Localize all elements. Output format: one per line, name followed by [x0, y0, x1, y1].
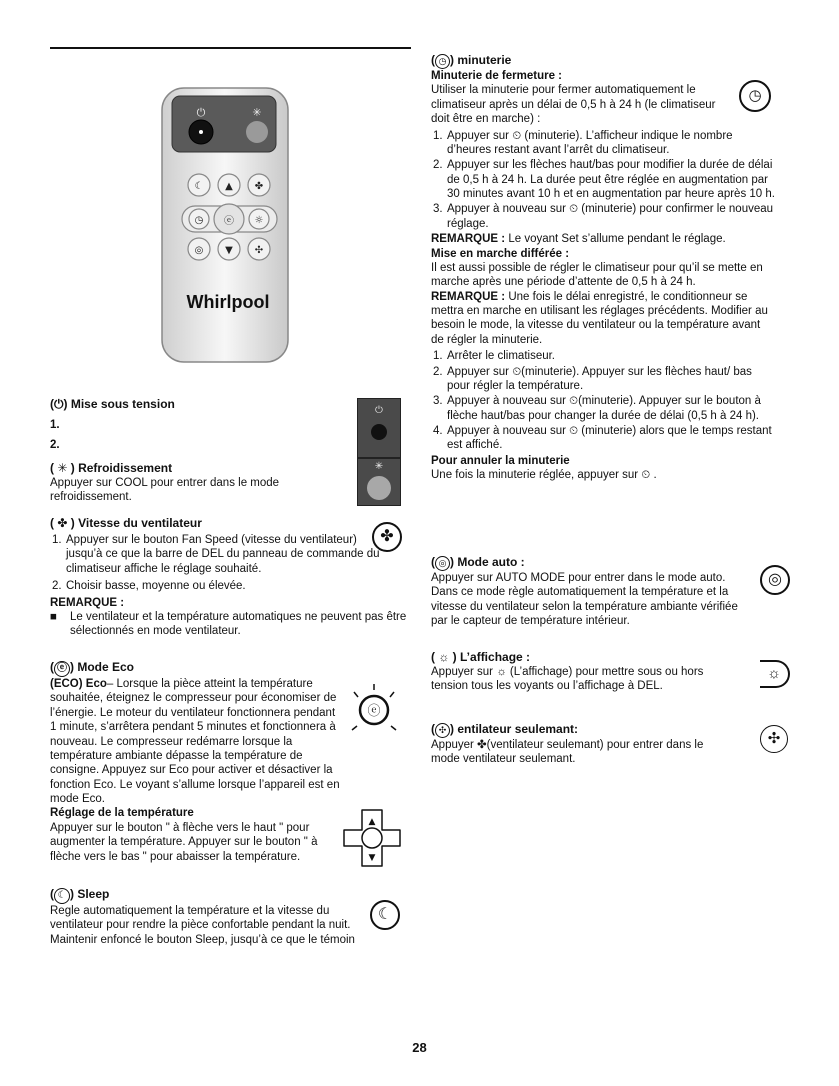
svg-text:ⓔ: ⓔ — [224, 216, 234, 227]
fan-only-icon: ✣ — [435, 723, 450, 738]
section-cool: ( ✳ ) Refroidissement Appuyer sur COOL pour entrer dans le mode refroidissement. — [50, 461, 280, 504]
snowflake-icon: ✳ — [374, 461, 384, 472]
cool-button-image — [357, 458, 401, 506]
page-number: 28 — [412, 1040, 427, 1055]
section-eco: ( ⓔ ) Mode Eco (ECO) Eco– Lorsque la pièce atteint la température souhaitée, éteignez le compresseur pour économiser de l’énergie. Le moteur du ventilateur fonctionnera pendant 1 minute, s’arrêtera pendant 5 minutes et fonctionnera à nouveau. Le compresseur redémarre lorsque la température ambiante dépasse la température de consigne. Appuyez sur Eco pour activer et désactiver la fonction Eco. Le voyant s’allume lorsque l’appareil est en mode Eco. Réglage de la température Appuyer sur le bouton " à flèche vers le haut " pour augmenter la température. Appuyer sur le bouton " à flèche vers le bas " pour abaisser la température. — [50, 660, 340, 863]
auto-mode-icon: ◎ — [435, 556, 450, 571]
fan-icon: ✤ — [57, 516, 68, 530]
svg-text:✣: ✣ — [254, 245, 264, 256]
list-item: 2. Appuyer sur ⏲(minuterie). Appuyer sur les flèches haut/ bas pour régler la température. — [433, 365, 752, 392]
svg-text:▲: ▲ — [225, 181, 233, 192]
svg-text:ⓔ: ⓔ — [367, 704, 381, 719]
eco-icon: ⓔ — [54, 661, 70, 677]
power-button-image — [357, 398, 401, 458]
eco-button-image — [346, 680, 402, 736]
fan-icon: ✤ — [372, 522, 402, 552]
list-item: 2. Choisir basse, moyenne ou élevée. — [52, 580, 246, 593]
section-timer: ( ◷ ) minuterie Minuterie de fermeture : Utiliser la minuterie pour fermer automatiquement le climatiseur après un délai de 0,5 h à 24 h (le climatiseur doit être en marche) : 1. Appuyer sur ⏲ (minuterie). L’afficheur indique le nombre d’heures restant avant l’arrêt du climatiseur. 2. Appuyer sur les flèches haut/bas pour modifier la durée de délai de 0,5 h à 24 h. La durée peut être réglée en augmentation par 30 minutes avant 10 h et en augmentation par heure après 10 h. 3. Appuyer à nouveau sur ⏲ (minuterie) pour confirmer le nouveau réglage. REMARQUE : Le voyant Set s’allume pendant le réglage. Mise en marche différée : Il est aussi possible de régler le climatiseur pour qu’il se mette en marche après une période d’attente de 0,5 h à 24 h. REMARQUE : Une fois le délai enregistré, le conditionneur se mettra en marche en utilisant les réglages précédents. Modifier au besoin le mode, la vitesse du ventilateur ou la température avant de régler la minuterie. 1. Arrêter le climatiseur. 2. Appuyer sur ⏲(minuterie). Appuyer sur les flèches haut/ bas pour régler la température. 3. Appuyer à nouveau sur ⏲(minuterie). Appuyer sur le bouton à flèche haut/bas pour changer la durée de délai (0,5 h à 24 h). 4. Appuyer à nouveau sur ⏲ (minuterie) alors que le temps restant est affiché. Pour annuler la minuterie Une fois la minuterie réglée, appuyer sur ⏲ . — [431, 53, 775, 482]
svg-text:▼: ▼ — [225, 245, 233, 256]
list-item: 4. Appuyer à nouveau sur ⏲ (minuterie) alors que le temps restant est affiché. — [433, 425, 772, 452]
svg-text:☾: ☾ — [194, 181, 204, 192]
timer-icon: ◷ — [435, 54, 450, 69]
svg-text:▲: ▲ — [368, 817, 376, 827]
bullet-note: ■ Le ventilateur et la température automatiques ne peuvent pas être sélectionnés en mode ventilateur. — [50, 610, 407, 638]
timer-icon: ◷ — [739, 80, 771, 112]
svg-text:⏻: ⏻ — [196, 106, 206, 119]
svg-text:☼: ☼ — [254, 215, 264, 226]
section-power: (⏻) Mise sous tension 1. 2. — [50, 397, 175, 452]
sleep-icon: ☾ — [54, 888, 70, 904]
display-icon: ☼ — [760, 660, 790, 688]
list-item: 1. Arrêter le climatiseur. — [433, 350, 556, 363]
brand-logo: Whirlpool — [186, 292, 270, 312]
top-rule — [50, 47, 411, 49]
list-item: 2. Appuyer sur les flèches haut/bas pour modifier la durée de délai de 0,5 h à 24 h. La durée peut être réglée en augmentation par 30 minutes avant 10 h et en augmentation par heure après 10 h. — [433, 159, 775, 200]
sleep-icon: ☾ — [370, 900, 400, 930]
svg-text:◎: ◎ — [194, 245, 204, 256]
svg-text:◷: ◷ — [194, 215, 204, 226]
section-display: ( ☼ ) L’affichage : Appuyer sur ☼ (L’affichage) pour mettre sous ou hors tension tous les voyants ou l’affichage à DEL. — [431, 650, 704, 693]
section-fan-only: ( ✣ ) entilateur seulemant: Appuyer ✤(ventilateur seulemant) pour entrer dans le mode ventilateur seulemant. — [431, 722, 704, 766]
display-icon: ☼ — [438, 650, 450, 664]
section-auto: ( ◎ ) Mode auto : Appuyer sur AUTO MODE pour entrer dans le mode auto. Dans ce mode règle automatiquement la température et la vitesse du ventilateur selon la température ambiante vérifiée par le capteur de température intérieur. — [431, 555, 738, 628]
power-icon: ⏻ — [375, 405, 383, 416]
svg-text:✳: ✳ — [252, 106, 262, 119]
svg-text:✤: ✤ — [254, 181, 264, 192]
section-sleep: ( ☾ ) Sleep Regle automatiquement la température et la vitesse du ventilateur pour rendre la pièce confortable pendant la nuit. Maintenir enfoncé le bouton Sleep, jusqu’à ce que le témoin — [50, 887, 355, 946]
fan-only-icon: ✣ — [760, 725, 788, 753]
svg-text:▼: ▼ — [368, 853, 376, 863]
list-item: 1. Appuyer sur le bouton Fan Speed (vitesse du ventilateur) jusqu’à ce que la barre de DEL du panneau de commande du climatiseur affiche le réglage souhaité. — [52, 534, 380, 575]
arrow-pad-image — [340, 806, 404, 870]
list-item: 3. Appuyer à nouveau sur ⏲ (minuterie) pour confirmer le nouveau réglage. — [433, 203, 774, 230]
power-icon: (⏻) — [50, 397, 68, 411]
list-item: 3. Appuyer à nouveau sur ⏲(minuterie). Appuyer sur le bouton à flèche haut/bas pour changer la durée de délai (0,5 h à 24 h). — [433, 395, 761, 422]
section-fan-speed: ( ✤ ) Vitesse du ventilateur 1. Appuyer sur le bouton Fan Speed (vitesse du ventilateur) jusqu’à ce que la barre de DEL du panneau de commande du climatiseur affiche le réglage souhaité. 2. Choisir basse, moyenne ou élevée. REMARQUE : ■ Le ventilateur et la température automatiques ne peuvent pas être sélectionnés en mode ventilateur. — [50, 516, 407, 638]
auto-mode-icon: ◎ — [760, 565, 790, 595]
list-item: 1. Appuyer sur ⏲ (minuterie). L’afficheur indique le nombre d’heures restant avant l’arrêt du climatiseur. — [433, 129, 733, 156]
snowflake-icon: ✳ — [57, 461, 68, 475]
remote-illustration — [160, 86, 290, 366]
